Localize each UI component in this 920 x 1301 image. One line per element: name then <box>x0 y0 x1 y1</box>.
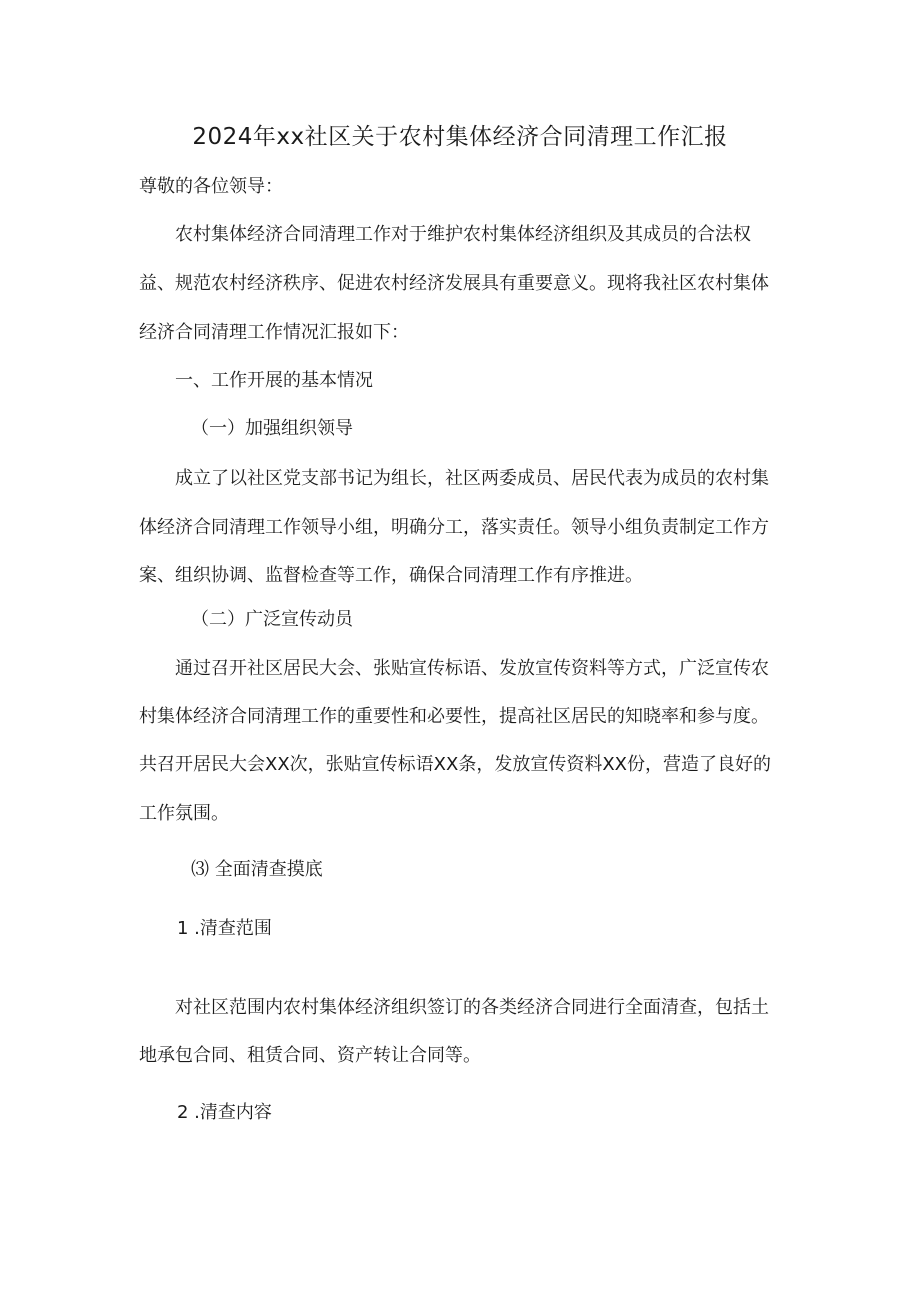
intro-line-3: 经济合同清理工作情况汇报如下： <box>139 322 409 343</box>
subsection-2-line-1: 通过召开社区居民大会、张贴宣传标语、发放宣传资料等方式，广泛宣传农 <box>175 658 769 679</box>
subsection-1-heading: （一）加强组织领导 <box>191 418 353 439</box>
item-1-heading: 1 .清查范围 <box>177 918 272 939</box>
item-2-heading: 2 .清查内容 <box>177 1102 272 1123</box>
subsection-2-heading: （二）广泛宣传动员 <box>191 609 353 630</box>
item-1-line-1: 对社区范围内农村集体经济组织签订的各类经济合同进行全面清查，包括土 <box>175 997 769 1018</box>
intro-line-1: 农村集体经济合同清理工作对于维护农村集体经济组织及其成员的合法权 <box>175 224 751 245</box>
subsection-2-line-4: 工作氛围。 <box>139 803 229 824</box>
subsection-1-line-2: 体经济合同清理工作领导小组，明确分工，落实责任。领导小组负责制定工作方 <box>139 517 769 538</box>
subsection-3-heading: ⑶ 全面清查摸底 <box>191 859 323 880</box>
item-1-line-2: 地承包合同、租赁合同、资产转让合同等。 <box>139 1045 481 1066</box>
document-title: 2024年xx社区关于农村集体经济合同清理工作汇报 <box>192 124 728 150</box>
subsection-1-line-3: 案、组织协调、监督检查等工作，确保合同清理工作有序推进。 <box>139 565 643 586</box>
intro-line-2: 益、规范农村经济秩序、促进农村经济发展具有重要意义。现将我社区农村集体 <box>139 273 769 294</box>
subsection-2-line-3: 共召开居民大会XX次，张贴宣传标语XX条，发放宣传资料XX份，营造了良好的 <box>139 754 771 775</box>
subsection-2-line-2: 村集体经济合同清理工作的重要性和必要性，提高社区居民的知晓率和参与度。 <box>139 706 769 727</box>
salutation: 尊敬的各位领导： <box>139 176 283 197</box>
subsection-1-line-1: 成立了以社区党支部书记为组长，社区两委成员、居民代表为成员的农村集 <box>175 468 769 489</box>
section-1-heading: 一、工作开展的基本情况 <box>175 370 373 391</box>
